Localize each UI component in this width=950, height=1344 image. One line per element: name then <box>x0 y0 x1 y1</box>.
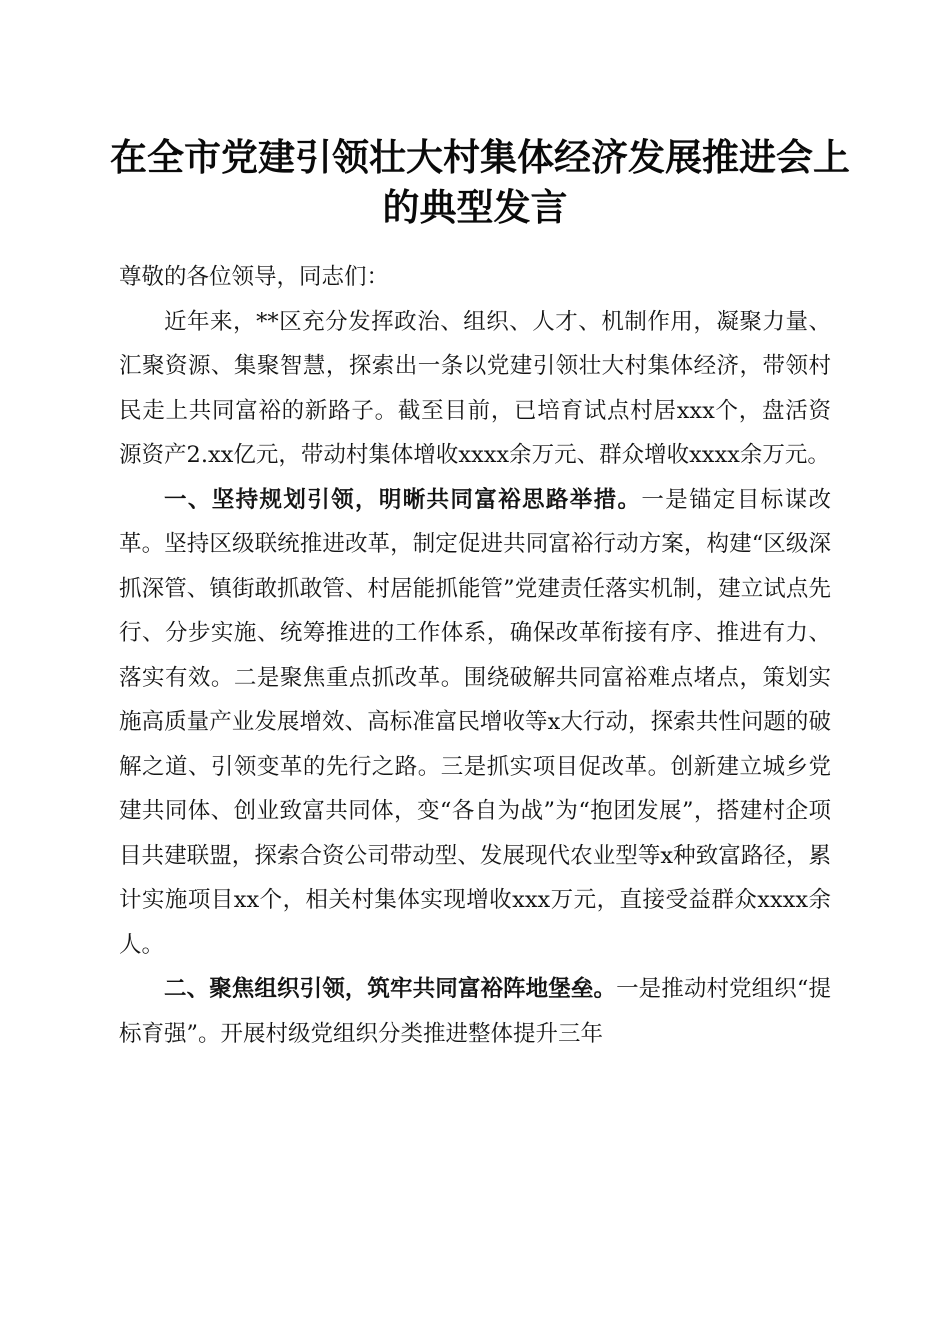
section-1-heading: 一、坚持规划引领，明晰共同富裕思路举措。 <box>164 486 642 513</box>
salutation: 尊敬的各位领导，同志们： <box>119 264 390 290</box>
title-line-1: 在全市党建引领壮大村集体经济发展推进会上 <box>110 135 850 179</box>
document-body <box>119 255 831 1056</box>
section-1-text: 一是锚定目标谋改革。坚持区级联统推进改革，制定促进共同富裕行动方案，构建“区级深抓深管、镇街敢抓敢管、村居能抓能管”党建责任落实机制，建立试点先行、分步实施、统筹推进的工作体系，确保改革衔接有序、推进有力、落实有效。二是聚焦重点抓改革。围绕破解共同富裕难点堵点，策划实施高质量产业发展增效、高标准富民增收等x大行动，探索共性问题的破解之道、引领变革的先行之路。三是抓实项目促改革。创新建立城乡党建共同体、创业致富共同体，变“各自为战”为“抱团发展”，搭建村企项目共建联盟，探索合资公司带动型、发展现代农业型等x种致富路径，累计实施项目xx个，相关村集体实现增收xxx万元，直接受益群众xxxx余人。 <box>119 486 831 958</box>
section-2-text: 一是推动村党组织“提标育强”。开展村级党组织分类推进整体提升三年 <box>119 976 831 1047</box>
section-2-paragraph <box>119 967 831 1056</box>
title-line-2: 的典型发言 <box>382 185 568 229</box>
document-title <box>110 132 850 232</box>
section-2-heading: 二、聚焦组织引领，筑牢共同富裕阵地堡垒。 <box>164 976 617 1002</box>
intro-paragraph: 近年来，**区充分发挥政治、组织、人才、机制作用，凝聚力量、汇聚资源、集聚智慧，探索出一条以党建引领壮大村集体经济，带领村民走上共同富裕的新路子。截至目前，已培育试点村居xxx个，盘活资源资产2.xx亿元，带动村集体增收xxxx余万元、群众增收xxxx余万元。 <box>119 308 831 468</box>
section-1-paragraph <box>119 478 831 968</box>
